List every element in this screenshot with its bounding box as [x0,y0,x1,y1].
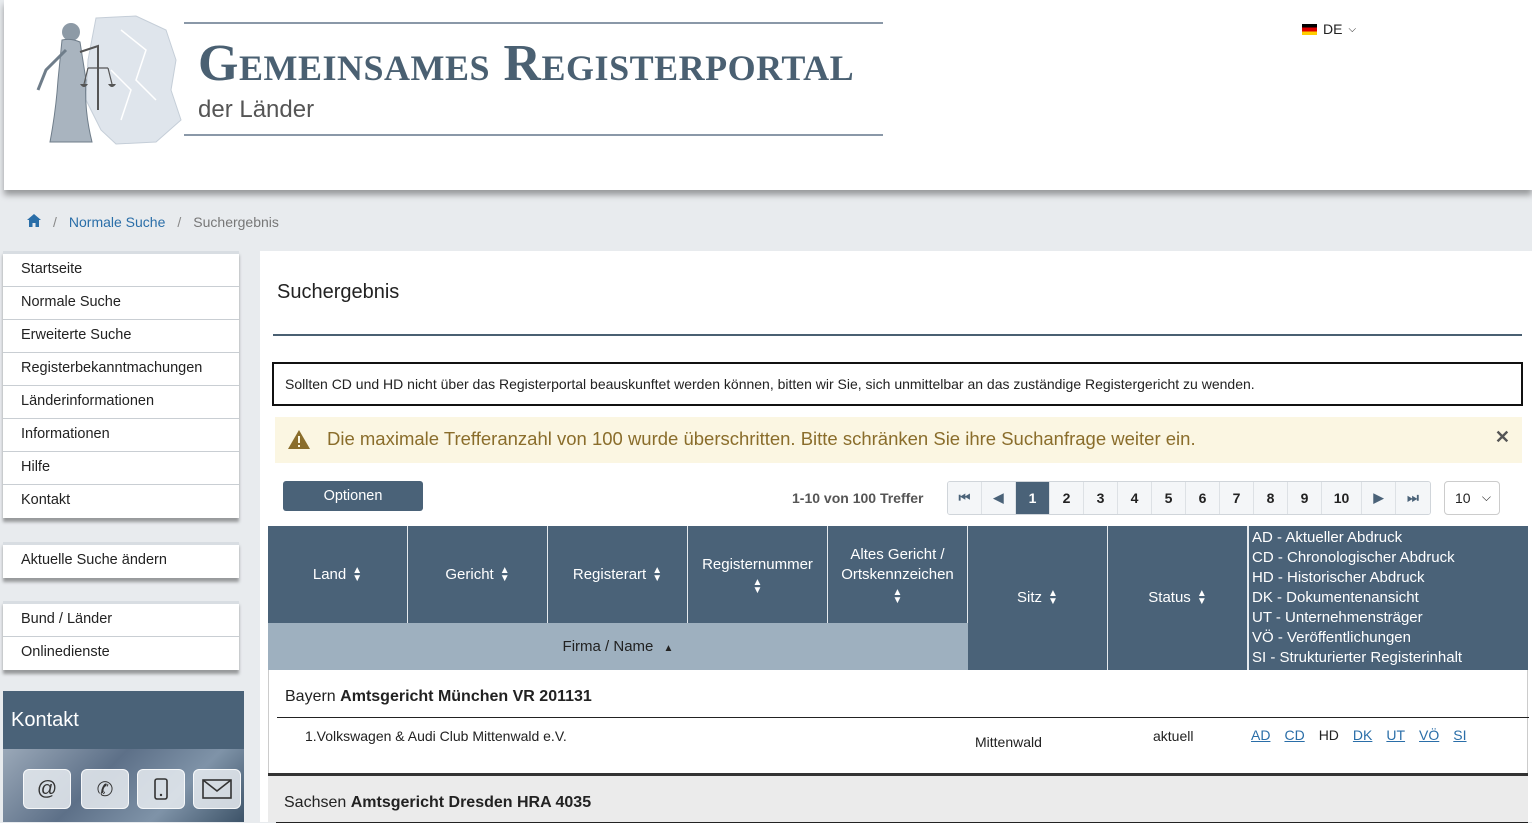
column-altes-gericht[interactable] [828,526,968,623]
sort-icon: ▲ ▼ [752,576,763,596]
warning-alert [275,417,1522,463]
page-button[interactable]: 5 [1152,482,1186,514]
result-sitz: Mittenwald [975,734,1042,750]
doc-link-voe[interactable]: VÖ [1419,727,1440,743]
sort-icon: ▲ ▼ [652,564,663,584]
result-divider [277,717,1529,718]
sidebar-item-erweiterte-suche[interactable]: Erweiterte Suche [3,320,239,353]
document-legend [1248,526,1528,670]
legend-item: HD - Historischer Abdruck [1252,569,1425,586]
info-notice: Sollten CD und HD nicht über das Registerportal beauskunftet werden können, bitten wir Sie, sich unmittelbar an das zuständige Registergericht zu wenden. [272,362,1523,406]
chevron-down-icon: ⌵ [1348,23,1357,35]
hits-count: 1-10 von 100 Treffer [792,490,924,506]
result-company-name: 1.Volkswagen & Audi Club Mittenwald e.V. [305,728,567,744]
sort-asc-icon: ▲ [663,643,674,654]
home-icon[interactable] [27,214,41,230]
page-button[interactable]: 3 [1084,482,1118,514]
language-selector[interactable] [1302,21,1356,37]
sidebar-item-registerbekanntmachungen[interactable]: Registerbekanntmachungen [3,353,239,386]
sort-icon: ▲ ▼ [1196,588,1207,608]
mobile-phone-icon [137,769,185,809]
doc-link-ut[interactable]: UT [1386,727,1406,743]
column-sitz[interactable] [968,526,1108,670]
breadcrumb-separator: / [53,214,57,230]
breadcrumb-normale-suche[interactable]: Normale Suche [68,214,166,230]
column-label: Status [1148,589,1191,606]
sidebar-item-hilfe[interactable]: Hilfe [3,452,239,485]
first-page-icon[interactable]: ⏮ [948,482,982,514]
result-group-title [284,794,591,812]
options-button[interactable]: Optionen [283,481,423,511]
page-button[interactable]: 4 [1118,482,1152,514]
legend-item: DK - Dokumentenansicht [1252,589,1419,606]
sidebar-item-onlinedienste[interactable]: Onlinedienste [21,644,110,660]
kontakt-box[interactable] [3,691,244,822]
legend-item: UT - Unternehmensträger [1252,609,1423,626]
sort-icon: ▲ ▼ [499,564,510,584]
column-gericht[interactable] [408,526,548,623]
result-group-title [285,688,592,706]
sidebar-item-bund-laender[interactable]: Bund / Länder [3,604,239,637]
chevron-down-icon: ⌵ [1481,490,1491,504]
legend-item: SI - Strukturierter Registerinhalt [1252,649,1463,666]
result-land: Sachsen [284,794,347,811]
result-land: Bayern [285,688,336,705]
column-firma[interactable] [268,623,968,670]
sidebar-item-informationen[interactable]: Informationen [3,419,239,452]
pagination [947,481,1431,515]
sidebar-search-nav [3,542,239,578]
page-button[interactable]: 7 [1220,482,1254,514]
result-court-register: Amtsgericht Dresden HRA 4035 [350,794,592,811]
column-label: Registernummer [702,555,813,573]
last-page-icon[interactable]: ⏭ [1396,482,1430,514]
kontakt-image [3,749,244,822]
page-button[interactable]: 1 [1016,482,1050,514]
page-button[interactable]: 2 [1050,482,1084,514]
column-land[interactable] [268,526,408,623]
warning-icon [287,429,311,455]
legend-item: VÖ - Veröffentlichungen [1252,629,1411,646]
page-button[interactable]: 8 [1254,482,1288,514]
doc-label-hd: HD [1318,727,1339,743]
page-button[interactable]: 9 [1288,482,1322,514]
doc-link-ad[interactable]: AD [1251,727,1271,743]
phone-icon: ✆ [81,769,129,809]
result-status: aktuell [1153,728,1194,744]
german-flag-icon [1302,24,1317,35]
breadcrumb [27,214,279,230]
breadcrumb-separator: / [177,214,182,230]
legend-item: AD - Aktueller Abdruck [1252,529,1403,546]
sort-icon: ▲ ▼ [892,586,903,606]
page-title: Suchergebnis [277,281,400,303]
column-label: Land [312,565,347,583]
sidebar-item-startseite[interactable]: Startseite [3,254,239,287]
result-group [268,670,1528,775]
prev-page-icon[interactable]: ◀ [982,482,1016,514]
kontakt-title: Kontakt [11,709,79,731]
sidebar-item-kontakt[interactable]: Kontakt [21,492,71,508]
sidebar-extra-nav [3,601,239,670]
next-page-icon[interactable]: ▶ [1362,482,1396,514]
portal-title-box [184,22,883,136]
title-divider [273,334,1522,336]
doc-link-cd[interactable]: CD [1284,727,1305,743]
doc-link-si[interactable]: SI [1453,727,1467,743]
column-label: Sitz [1017,589,1043,606]
warning-text: Die maximale Trefferanzahl von 100 wurde überschritten. Bitte schränken Sie ihre Suchanfrage weiter ein. [327,428,1196,449]
at-sign-icon: @ [23,769,71,809]
result-group [268,773,1528,822]
breadcrumb-current: Suchergebnis [193,214,279,230]
column-label: Registerart [572,565,647,583]
document-links [1251,727,1481,743]
sort-icon: ▲ ▼ [352,564,363,584]
doc-link-dk[interactable]: DK [1352,727,1373,743]
sidebar-item-normale-suche[interactable]: Normale Suche [3,287,239,320]
justitia-logo[interactable] [26,10,186,146]
sort-icon: ▲ ▼ [1048,588,1058,608]
results-table-header [268,526,1528,670]
sidebar-main-nav [3,251,239,518]
page-button[interactable]: 6 [1186,482,1220,514]
sidebar-item-laenderinformationen[interactable]: Länderinformationen [3,386,239,419]
sidebar-item-aktuelle-suche-aendern[interactable]: Aktuelle Suche ändern [21,552,167,568]
close-icon[interactable]: ✕ [1494,427,1510,447]
portal-subtitle: der Länder [198,96,315,123]
page-size-value: 10 [1455,490,1471,506]
language-label: DE [1323,21,1343,37]
column-label: Gericht [445,565,494,583]
envelope-icon [193,769,241,809]
column-registerart[interactable] [548,526,688,623]
site-header [4,0,1532,190]
page-button[interactable]: 10 [1322,482,1362,514]
legend-item: CD - Chronologischer Abdruck [1252,549,1455,566]
page-size-select[interactable] [1444,481,1500,515]
main-panel [260,251,1532,822]
column-status[interactable] [1108,526,1248,670]
result-court-register: Amtsgericht München VR 201131 [340,688,592,705]
column-label: Altes Gericht / Ortskennzeichen [841,545,954,583]
column-label: Firma / Name [562,638,654,655]
portal-title: Gemeinsames Registerportal [198,35,855,92]
column-registernummer[interactable] [688,526,828,623]
